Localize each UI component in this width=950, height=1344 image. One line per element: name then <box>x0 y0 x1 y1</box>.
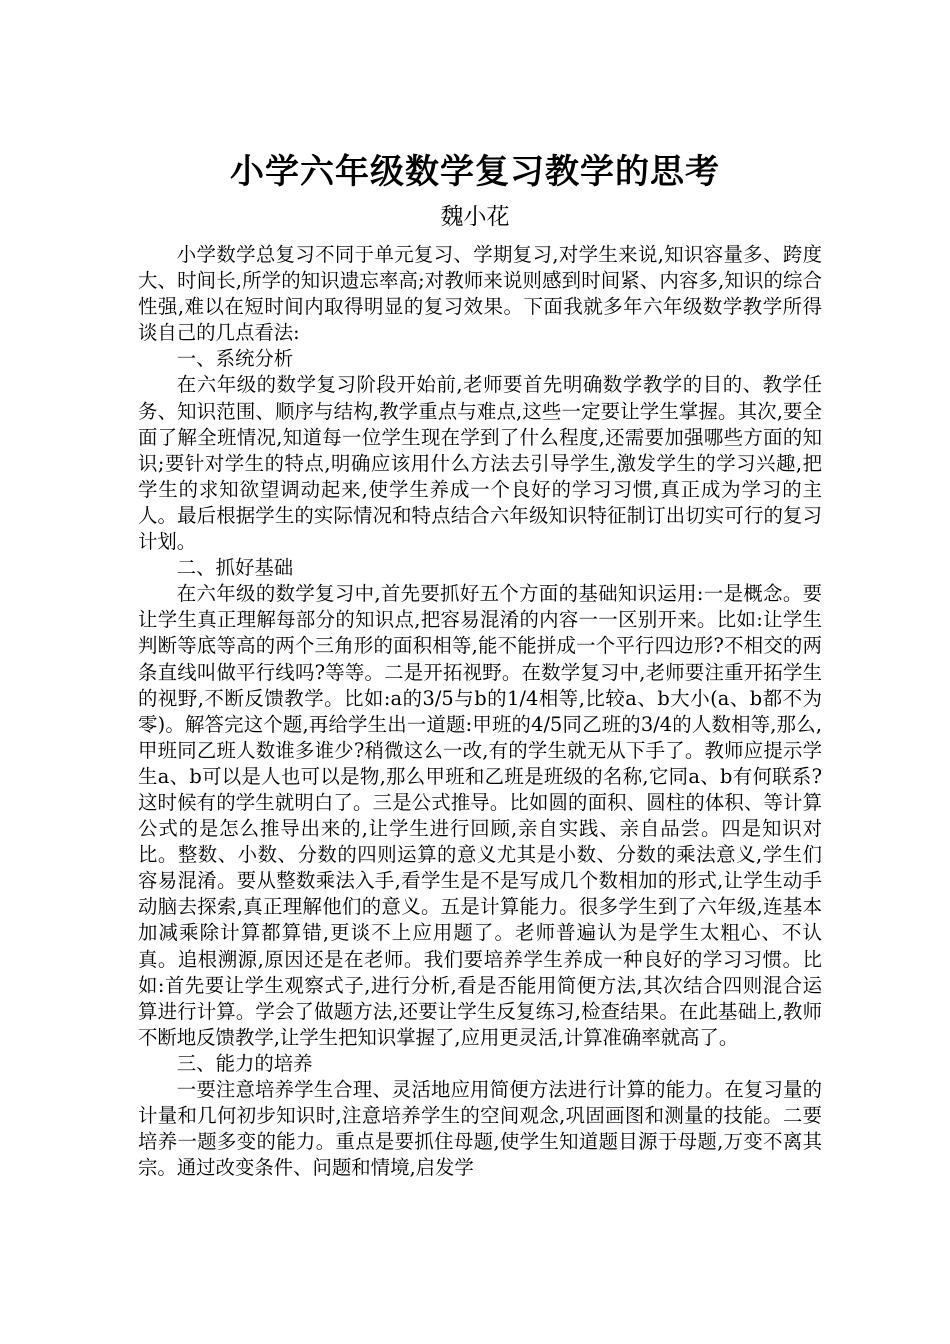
section-paragraph-2: 在六年级的数学复习中,首先要抓好五个方面的基础知识运用:一是概念。要让学生真正理解每部分的知识点,把容易混淆的内容一一区别开来。比如:让学生判断等底等高的两个三角形的面积相等,能不能拼成一个平行四边形?不相交的两条直线叫做平行线吗?等等。二是开拓视野。在数学复习中,老师要注重开拓学生的视野,不断反馈教学。比如:a的3/5与b的1/4相等,比较a、b大小(a、b都不为零)。解答完这个题,再给学生出一道题:甲班的4/5同乙班的3/4的人数相等,那么,甲班同乙班人数谁多谁少?稍微这么一改,有的学生就无从下手了。教师应提示学生a、b可以是人也可以是物,那么甲班和乙班是班级的名称,它同a、b有何联系?这时候有的学生就明白了。三是公式推导。比如圆的面积、圆柱的体积、等计算公式的是怎么推导出来的,让学生进行回顾,亲自实践、亲自品尝。四是知识对比。整数、小数、分数的四则运算的意义尤其是小数、分数的乘法意义,学生们容易混淆。要从整数乘法入手,看学生是不是写成几个数相加的形式,让学生动手动脑去探索,真正理解他们的意义。五是计算能力。很多学生到了六年级,连基本加减乘除计算都算错,更谈不上应用题了。老师普遍认为是学生太粗心、不认真。追根溯源,原因还是在老师。我们要培养学生养成一种良好的学习习惯。比如:首先要让学生观察式子,进行分析,看是否能用简便方法,其次结合四则混合运算进行计算。学会了做题方法,还要让学生反复练习,检查结果。在此基础上,教师不断地反馈教学,让学生把知识掌握了,应用更灵活,计算准确率就高了。 <box>138 582 822 1049</box>
document-body <box>138 242 822 1181</box>
section-paragraph-1: 在六年级的数学复习阶段开始前,老师要首先明确数学教学的目的、教学任务、知识范围、顺序与结构,教学重点与难点,这些一定要让学生掌握。其次,要全面了解全班情况,知道每一位学生现在学到了什么程度,还需要加强哪些方面的知识;要针对学生的特点,明确应该用什么方法去引导学生,激发学生的学习兴趣,把学生的求知欲望调动起来,使学生养成一个良好的学习习惯,真正成为学习的主人。最后根据学生的实际情况和特点结合六年级知识特征制订出切实可行的复习计划。 <box>138 373 822 554</box>
document-author: 魏小花 <box>440 204 510 230</box>
section-paragraph-3: 一要注意培养学生合理、灵活地应用简便方法进行计算的能力。在复习量的计量和几何初步知识时,注意培养学生的空间观念,巩固画图和测量的技能。二要培养一题多变的能力。重点是要抓住母题,使学生知道题目源于母题,万变不离其宗。通过改变条件、问题和情境,启发学 <box>138 1078 822 1180</box>
section-heading-2: 二、抓好基础 <box>176 556 294 580</box>
document-title: 小学六年级数学复习教学的思考 <box>230 152 720 192</box>
intro-paragraph: 小学数学总复习不同于单元复习、学期复习,对学生来说,知识容量多、跨度大、时间长,所学的知识遗忘率高;对教师来说则感到时间紧、内容多,知识的综合性强,难以在短时间内取得明显的复习效果。下面我就多年六年级数学教学所得谈自己的几点看法: <box>138 243 822 345</box>
section-heading-3: 三、能力的培养 <box>176 1051 313 1075</box>
section-heading-1: 一、系统分析 <box>176 347 294 371</box>
